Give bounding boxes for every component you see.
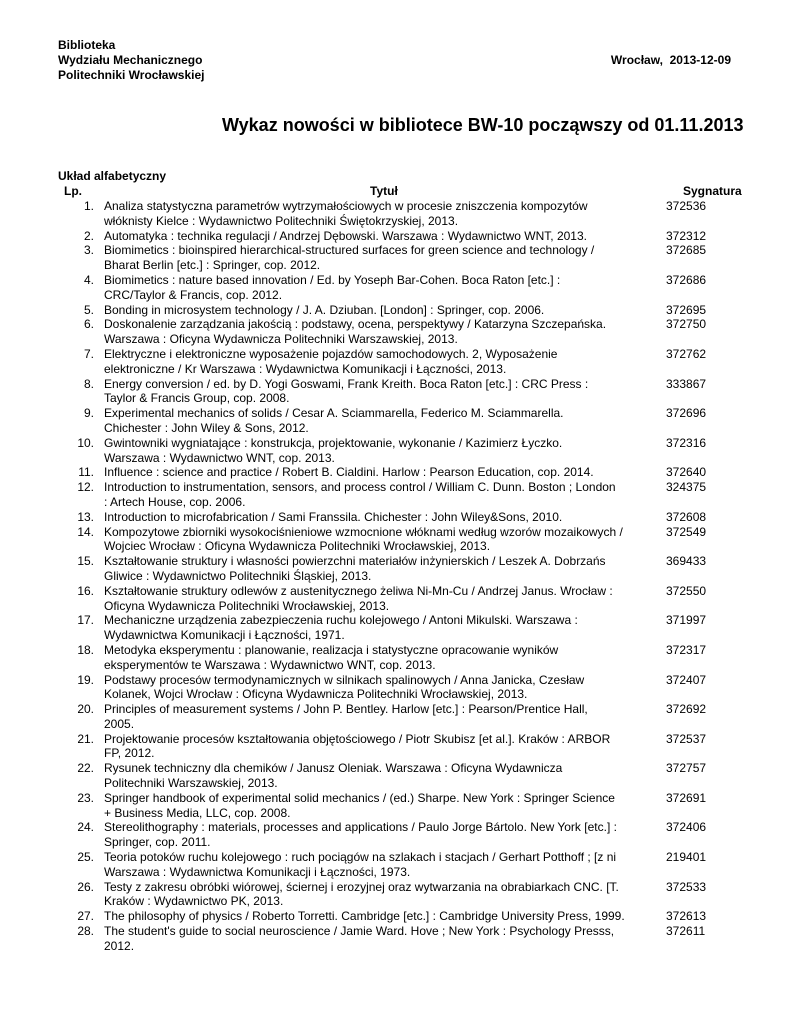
item-signature: 333867 [666, 376, 707, 391]
item-number: 5. [83, 302, 94, 317]
item-number: 23. [77, 790, 94, 805]
item-number: 4. [83, 272, 94, 287]
item-description-line: FP, 2012. [104, 746, 155, 761]
item-signature: 372692 [666, 702, 707, 717]
item-description-line: The student's guide to social neuroscience / Jamie Ward. Hove ; New York : Psychology Presss, [104, 924, 615, 939]
item-description-line: Elektryczne i elektroniczne wyposażenie pojazdów samochodowych. 2, Wyposażenie [104, 346, 558, 361]
table-row [60, 673, 750, 703]
item-description [94, 702, 644, 732]
item-number: 28. [77, 924, 94, 939]
item-description [94, 850, 644, 880]
item-number: 10. [77, 435, 94, 450]
section-heading: Układ alfabetyczny [58, 169, 167, 183]
table-row [60, 243, 750, 273]
table-row [60, 377, 750, 407]
item-number: 25. [77, 850, 94, 865]
table-row [60, 761, 750, 791]
item-number: 19. [77, 672, 94, 687]
item-signature: 372750 [666, 317, 707, 332]
item-signature: 372550 [666, 583, 707, 598]
item-number: 16. [77, 583, 94, 598]
item-description-line: 2005. [104, 716, 135, 731]
item-signature: 372762 [666, 346, 707, 361]
item-description-line: Influence : science and practice / Robert B. Cialdini. Harlow : Pearson Education, cop. 2014. [104, 465, 594, 480]
item-description [94, 377, 644, 407]
table-row [60, 820, 750, 850]
item-description [94, 303, 644, 318]
library-name-line: Biblioteka [58, 38, 116, 52]
library-name [58, 38, 205, 83]
item-description [94, 791, 644, 821]
item-description-line: CRC/Taylor & Francis, cop. 2012. [104, 287, 283, 302]
item-signature: 372695 [666, 302, 707, 317]
item-description [94, 199, 644, 229]
table-row [60, 732, 750, 762]
table-row [60, 229, 750, 244]
item-description-line: Mechaniczne urządzenia zabezpieczenia ruchu kolejowego / Antoni Mikulski. Warszawa : [104, 613, 578, 628]
item-signature: 372686 [666, 272, 707, 287]
item-description [94, 613, 644, 643]
table-row [60, 465, 750, 480]
item-description-line: Metodyka eksperymentu : planowanie, realizacja i statystyczne opracowanie wyników [104, 642, 559, 657]
item-description [94, 406, 644, 436]
item-signature: 372316 [666, 435, 707, 450]
item-number: 21. [77, 731, 94, 746]
item-number: 2. [83, 228, 94, 243]
table-row [60, 791, 750, 821]
item-description-line: Warszawa : Oficyna Wydawnicza Politechniki Warszawskiej, 2013. [104, 332, 458, 347]
table-row [60, 554, 750, 584]
item-description-line: Analiza statystyczna parametrów wytrzymałościowych w procesie zniszczenia kompozytów [104, 199, 588, 213]
library-name-line: Politechniki Wrocławskiej [58, 68, 205, 82]
item-description-line: Springer, cop. 2011. [104, 835, 211, 850]
item-description-line: Kolanek, Wojci Wrocław : Oficyna Wydawnicza Politechniki Wrocławskiej, 2013. [104, 687, 528, 702]
item-description-line: Energy conversion / ed. by D. Yogi Goswami, Frank Kreith. Boca Raton [etc.] : CRC Press : [104, 376, 589, 391]
item-description-line: Springer handbook of experimental solid mechanics / (ed.) Sharpe. New York : Springer Science [104, 790, 615, 805]
item-number: 15. [77, 554, 94, 569]
item-description [94, 317, 644, 347]
table-row [60, 199, 750, 229]
table-row [60, 643, 750, 673]
library-name-line: Wydziału Mechanicznego [58, 53, 203, 67]
item-signature: 372613 [666, 909, 707, 924]
item-signature: 372533 [666, 879, 707, 894]
item-description-line: Bharat Berlin [etc.] : Springer, cop. 2012. [104, 258, 321, 273]
item-number: 27. [77, 909, 94, 924]
item-description [94, 880, 644, 910]
table-row [60, 480, 750, 510]
item-description [94, 465, 644, 480]
item-description-line: Kompozytowe zbiorniki wysokociśnieniowe wzmocnione włóknami według wzorów mozaikowych / [104, 524, 623, 539]
item-signature: 372696 [666, 406, 707, 421]
item-signature: 372611 [666, 924, 706, 939]
item-description-line: Stereolithography : materials, processes and applications / Paulo Jorge Bártolo. New York [etc.] : [104, 820, 617, 835]
item-description [94, 554, 644, 584]
item-number: 7. [83, 346, 94, 361]
item-description-line: Bonding in microsystem technology / J. A. Dziuban. [London] : Springer, cop. 2006. [104, 302, 545, 317]
item-signature: 372537 [666, 731, 707, 746]
document-date: Wrocław, 2013-12-09 [610, 53, 731, 67]
item-description [94, 480, 644, 510]
item-description-line: Biomimetics : bioinspired hierarchical-structured surfaces for green science and technology / [104, 243, 595, 258]
item-description [94, 909, 644, 924]
table-row [60, 880, 750, 910]
item-description-line: eksperymentów te Warszawa : Wydawnictwo WNT, cop. 2013. [104, 657, 436, 672]
item-description-line: Podstawy procesów termodynamicznych w silnikach spalinowych / Anna Janicka, Czesław [104, 672, 585, 687]
table-row [60, 273, 750, 303]
table-row [60, 525, 750, 555]
item-signature: 372317 [666, 642, 707, 657]
item-signature: 371997 [666, 613, 707, 628]
item-signature: 324375 [666, 480, 707, 495]
item-description-line: Introduction to instrumentation, sensors, and process control / William C. Dunn. Boston ; London [104, 480, 616, 495]
item-description-line: Oficyna Wydawnicza Politechniki Wrocławskiej, 2013. [104, 598, 390, 613]
column-header-title: Tytuł [370, 184, 398, 198]
item-description-line: The philosophy of physics / Roberto Torretti. Cambridge [etc.] : Cambridge University Press, 1999. [104, 909, 625, 924]
item-number: 12. [77, 480, 94, 495]
table-row [60, 510, 750, 525]
table-row [60, 850, 750, 880]
column-header-signature: Sygnatura [683, 184, 742, 198]
table-row [60, 317, 750, 347]
table-row [60, 347, 750, 377]
item-description-line: Taylor & Francis Group, cop. 2008. [104, 391, 290, 406]
item-description-line: Chichester : John Wiley & Sons, 2012. [104, 420, 309, 435]
page-title: Wykaz nowości w bibliotece BW-10 począwszy od 01.11.2013 [222, 115, 744, 135]
item-number: 20. [77, 702, 94, 717]
item-signature: 219401 [666, 850, 707, 865]
item-description-line: Politechniki Warszawskiej, 2013. [104, 776, 278, 791]
item-description-line: Gwintowniki wygniatające : konstrukcja, projektowanie, wykonanie / Kazimierz Łyczko. [104, 435, 563, 450]
table-row [60, 613, 750, 643]
item-signature: 372691 [666, 790, 707, 805]
item-signature: 372640 [666, 465, 707, 480]
item-description-line: Warszawa : Wydawnictwa Komunikacji i Łączności, 1973. [104, 864, 411, 879]
table-row [60, 406, 750, 436]
item-description-line: Experimental mechanics of solids / Cesar A. Sciammarella, Federico M. Sciammarella. [104, 406, 564, 421]
item-number: 8. [83, 376, 94, 391]
item-description [94, 525, 644, 555]
item-description [94, 243, 644, 273]
item-signature: 372312 [666, 228, 707, 243]
item-number: 13. [77, 509, 94, 524]
item-description-line: Wydawnictwa Komunikacji i Łączności, 1971. [104, 628, 345, 643]
item-signature: 372407 [666, 672, 707, 687]
item-description-line: Kształtowanie struktury odlewów z austenitycznego żeliwa Ni-Mn-Cu / Andrzej Janus. Wrocław : [104, 583, 613, 598]
item-number: 11. [78, 465, 94, 480]
item-signature: 372608 [666, 509, 707, 524]
table-row [60, 584, 750, 614]
item-description-line: Principles of measurement systems / John P. Bentley. Harlow [etc.] : Pearson/Prentice Hall, [104, 702, 588, 717]
item-description-line: + Business Media, LLC, cop. 2008. [104, 805, 291, 820]
item-description [94, 436, 644, 466]
item-description-line: elektroniczne / Kr Warszawa : Wydawnictwa Komunikacji i Łączności, 2013. [104, 361, 507, 376]
item-number: 1. [83, 199, 94, 213]
item-description [94, 510, 644, 525]
item-number: 24. [77, 820, 94, 835]
column-header-lp: Lp. [64, 184, 82, 198]
item-description [94, 924, 644, 954]
item-signature: 372757 [666, 761, 707, 776]
item-description [94, 347, 644, 377]
item-number: 17. [77, 613, 94, 628]
book-list [60, 199, 750, 954]
item-description-line: Testy z zakresu obróbki wiórowej, ściernej i erozyjnej oraz wytwarzania na obrabiarkach CNC. [T. [104, 879, 619, 894]
item-description [94, 732, 644, 762]
item-description-line: Introduction to microfabrication / Sami Franssila. Chichester : John Wiley&Sons, 2010. [104, 509, 563, 524]
item-description-line: Rysunek techniczny dla chemików / Janusz Oleniak. Warszawa : Oficyna Wydawnicza [104, 761, 563, 776]
item-description-line: Kraków : Wydawnictwo PK, 2013. [104, 894, 284, 909]
item-number: 3. [83, 243, 94, 258]
item-signature: 372549 [666, 524, 707, 539]
item-number: 6. [83, 317, 94, 332]
table-row [60, 924, 750, 954]
table-row [60, 303, 750, 318]
table-row [60, 909, 750, 924]
item-signature: 372406 [666, 820, 707, 835]
item-description [94, 761, 644, 791]
item-number: 18. [77, 642, 94, 657]
item-number: 9. [83, 406, 94, 421]
item-number: 22. [77, 761, 94, 776]
item-description-line: Warszawa : Wydawnictwo WNT, cop. 2013. [104, 450, 335, 465]
table-row [60, 702, 750, 732]
item-description-line: Biomimetics : nature based innovation / Ed. by Yoseph Bar-Cohen. Boca Raton [etc.] : [104, 272, 561, 287]
item-description-line: 2012. [104, 938, 135, 953]
item-description [94, 273, 644, 303]
item-number: 26. [77, 879, 94, 894]
item-description-line: Kształtowanie struktury i własności powierzchni materiałów inżynierskich / Leszek A. Dobrzańs [104, 554, 606, 569]
item-description-line: Teoria potoków ruchu kolejowego : ruch pociągów na szlakach i stacjach / Gerhart Potthoff ; [z ni [104, 850, 617, 865]
item-description-line: Wojciec Wrocław : Oficyna Wydawnicza Politechniki Wrocławskiej, 2013. [104, 539, 491, 554]
item-description [94, 229, 644, 244]
item-number: 14. [77, 524, 94, 539]
item-description [94, 584, 644, 614]
item-description [94, 820, 644, 850]
table-row [60, 436, 750, 466]
item-description [94, 673, 644, 703]
item-description-line: włóknisty Kielce : Wydawnictwo Politechniki Świętokrzyskiej, 2013. [104, 213, 459, 228]
table-header [60, 184, 750, 199]
item-description-line: : Artech House, cop. 2006. [104, 494, 246, 509]
item-description-line: Automatyka : technika regulacji / Andrzej Dębowski. Warszawa : Wydawnictwo WNT, 2013. [104, 228, 587, 243]
item-description [94, 643, 644, 673]
item-description-line: Doskonalenie zarządzania jakością : podstawy, ocena, perspektywy / Katarzyna Szczepańska. [104, 317, 607, 332]
item-signature: 372536 [666, 199, 707, 213]
item-signature: 369433 [666, 554, 707, 569]
item-description-line: Gliwice : Wydawnictwo Politechniki Śląskiej, 2013. [104, 568, 372, 583]
item-signature: 372685 [666, 243, 707, 258]
item-description-line: Projektowanie procesów kształtowania objętościowego / Piotr Skubisz [et al.]. Kraków : ARBOR [104, 731, 611, 746]
